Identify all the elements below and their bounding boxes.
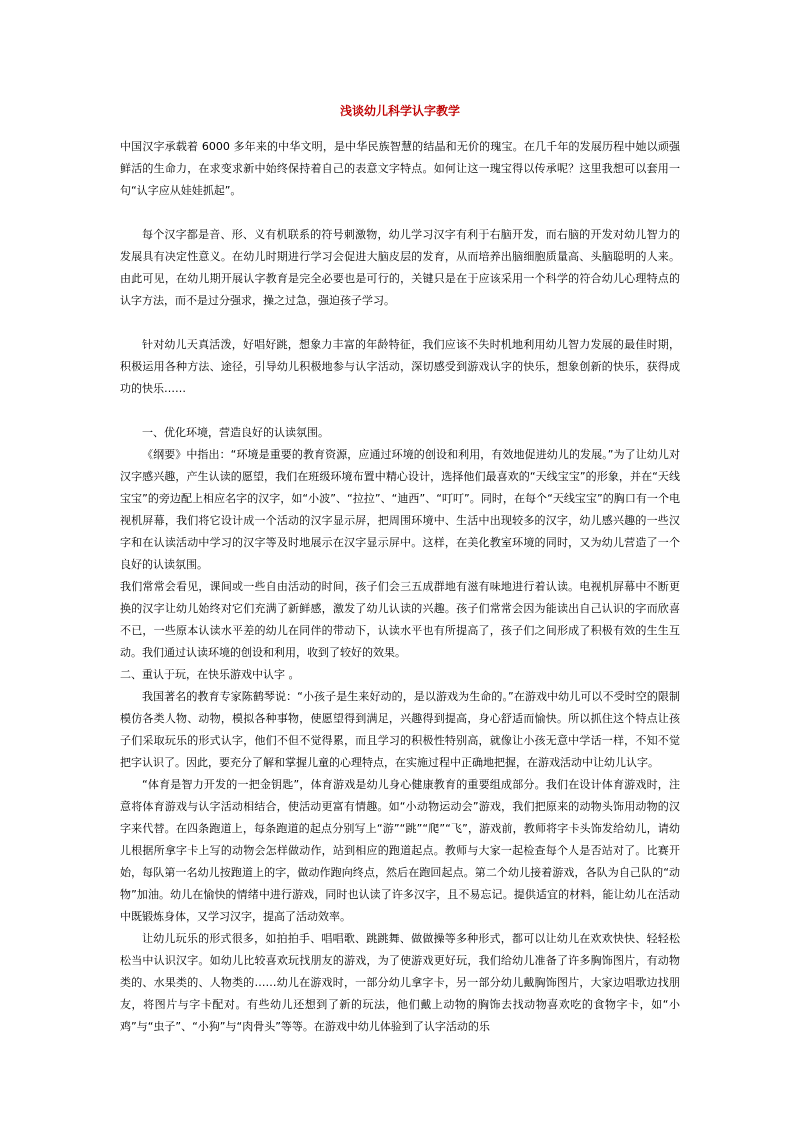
paragraph: 我国著名的教育专家陈鹤琴说：“小孩子是生来好动的，是以游戏为生命的。”在游戏中幼儿可以不受时空的限制模仿各类人物、动物，模拟各种事物，使愿望得到满足，兴趣得到提高，身心舒适而愉快。所以抓住这个特点让孩子们采取玩乐的形式认字，他们不但不觉得累，而且学习的积极性特别高，就像让小孩无意中学话一样，不知不觉把字认识了。因此，要充分了解和掌握儿童的心理特点，在实施过程中正确地把握，在游戏活动中让幼儿认字。 [120, 690, 680, 769]
document-body [120, 136, 680, 1038]
paragraph: 《纲要》中指出：“环境是重要的教育资源，应通过环境的创设和利用，有效地促进幼儿的发展。”为了让幼儿对汉字感兴趣，产生认读的愿望，我们在班级环境布置中精心设计，选择他们最喜欢的“天线宝宝”的形象，并在“天线宝宝”的旁边配上相应名字的汉字，如“小波”、“拉拉”、“迪西”、“叮叮”。同时，在每个“天线宝宝”的胸口有一个电视机屏幕，我们将它设计成一个活动的汉字显示屏，把周围环境中、生活中出现较多的汉字，幼儿感兴趣的一些汉字和在认读活动中学习的汉字等及时地展示在汉字显示屏中。这样，在美化教室环境的同时，又为幼儿营造了一个良好的认读氛围。 [120, 448, 680, 571]
document-page [120, 100, 680, 1038]
paragraph: 中国汉字承载着 6000 多年来的中华文明，是中华民族智慧的结晶和无价的瑰宝。在几千年的发展历程中她以顽强鲜活的生命力，在求变求新中始终保持着自己的表意文字特点。如何让这一瑰宝得以传承呢？这里我想可以套用一句“认字应从娃娃抓起”。 [120, 140, 680, 197]
document-title: 浅谈幼儿科学认字教学 [339, 104, 460, 118]
paragraph: 我们常常会看见，课间或一些自由活动的时间，孩子们会三五成群地有滋有味地进行着认读。电视机屏幕中不断更换的汉字让幼儿始终对它们充满了新鲜感，激发了幼儿认读的兴趣。孩子们常常会因为能读出自己认识的字而欣喜不已，一些原本认读水平差的幼儿在同伴的带动下，认读水平也有所提高了，孩子们之间形成了积极有效的生生互动。我们通过认读环境的创设和利用，收到了较好的效果。 [120, 580, 680, 659]
title-spacer [120, 122, 680, 136]
paragraph: 一、优化环境，营造良好的认读氛围。 [142, 426, 329, 439]
paragraph: 让幼儿玩乐的形式很多，如拍拍手、唱唱歌、跳跳舞、做做操等多种形式，都可以让幼儿在欢欢快快、轻轻松松当中认识汉字。如幼儿比较喜欢玩找朋友的游戏，为了使游戏更好玩，我们给幼儿准备了许多胸饰图片，有动物类的、水果类的、人物类的……幼儿在游戏时，一部分幼儿拿字卡，另一部分幼儿戴胸饰图片，大家边唱歌边找朋友，将图片与字卡配对。有些幼儿还想到了新的玩法，他们戴上动物的胸饰去找动物喜欢吃的食物字卡，如“小鸡”与“虫子”、“小狗”与“肉骨头”等等。在游戏中幼儿体验到了认字活动的乐 [120, 932, 680, 1033]
paragraph-gap [120, 312, 680, 334]
paragraph-gap [120, 400, 680, 422]
paragraph: “体育是智力开发的一把金钥匙”，体育游戏是幼儿身心健康教育的重要组成部分。我们在设计体育游戏时，注意将体育游戏与认字活动相结合，使活动更富有情趣。如“小动物运动会”游戏，我们把原来的动物头饰用动物的汉字来代替。在四条跑道上，每条跑道的起点分别写上“游”“跳”“爬”“飞”，游戏前，教师将字卡头饰发给幼儿，请幼儿根据所拿字卡上写的动物会怎样做动作，站到相应的跑道起点。教师与大家一起检查每个人是否站对了。比赛开始，每队第一名幼儿按跑道上的字，做动作跑向终点，然后在跑回起点。第二个幼儿接着游戏，各队为自己队的“动物”加油。幼儿在愉快的情绪中进行游戏，同时也认读了许多汉字，且不易忘记。提供适宜的材料，能让幼儿在活动中既锻炼身体，又学习汉字，提高了活动效率。 [120, 778, 680, 923]
paragraph-gap [120, 202, 680, 224]
paragraph: 针对幼儿天真活泼，好唱好跳，想象力丰富的年龄特征，我们应该不失时机地利用幼儿智力发展的最佳时期，积极运用各种方法、途径，引导幼儿积极地参与认字活动，深切感受到游戏认字的快乐，想象创新的快乐，获得成功的快乐…… [120, 338, 680, 395]
paragraph: 每个汉字都是音、形、义有机联系的符号刺激物，幼儿学习汉字有利于右脑开发，而右脑的开发对幼儿智力的发展具有决定性意义。在幼儿时期进行学习会促进大脑皮层的发育，从而培养出脑细胞质量高、头脑聪明的人来。由此可见，在幼儿期开展认字教育是完全必要也是可行的，关键只是在于应该采用一个科学的符合幼儿心理特点的认字方法，而不是过分强求，操之过急，强迫孩子学习。 [120, 228, 680, 307]
paragraph: 二、重认于玩，在快乐游戏中认字 。 [120, 668, 300, 681]
